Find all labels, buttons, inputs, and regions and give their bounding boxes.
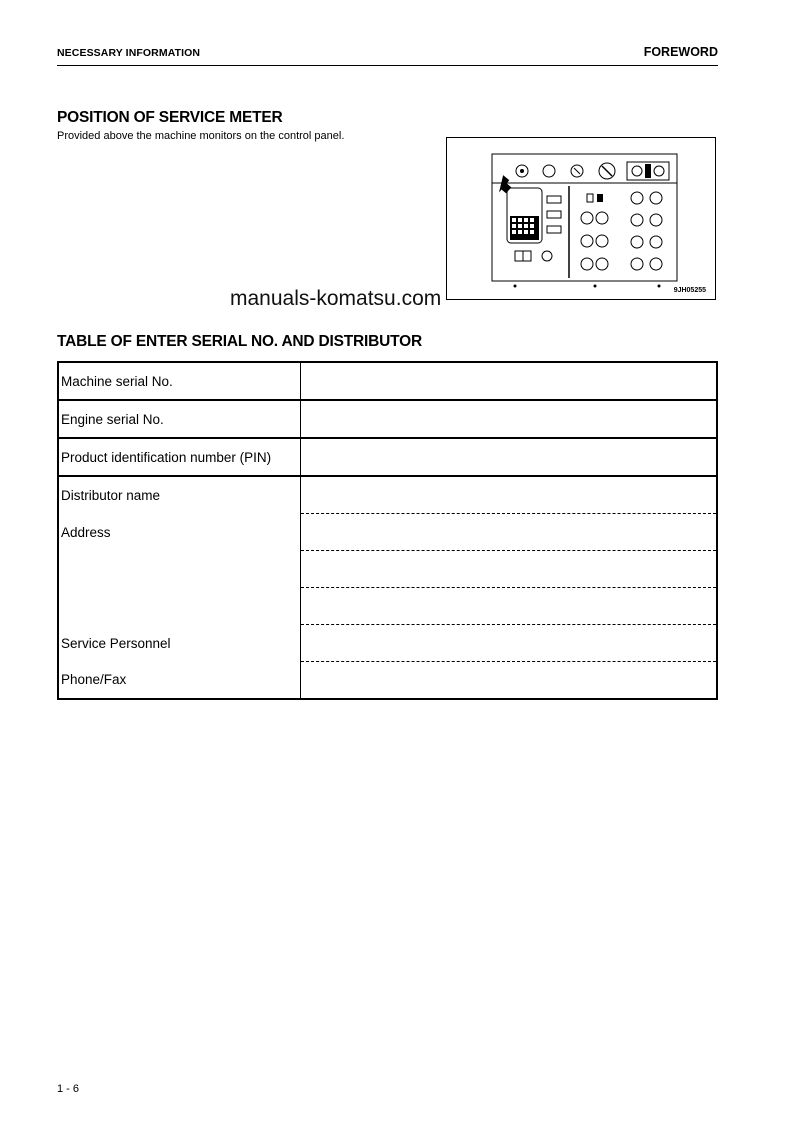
table-row	[58, 362, 717, 400]
service-meter-description: Provided above the machine monitors on the control panel.	[57, 130, 345, 142]
header-chapter-name: FOREWORD	[643, 45, 718, 59]
entry-field-address-line-3[interactable]	[301, 588, 718, 625]
control-panel-illustration	[447, 138, 717, 301]
serial-table-title: TABLE OF ENTER SERIAL NO. AND DISTRIBUTOR	[57, 333, 422, 350]
service-meter-title: POSITION OF SERVICE METER	[57, 109, 283, 126]
table-row	[58, 476, 717, 514]
table-row	[58, 514, 717, 551]
table-row	[58, 438, 717, 476]
row-label-pin: Product identification number (PIN)	[58, 438, 301, 476]
row-label-blank	[58, 588, 301, 625]
row-label-engine-serial: Engine serial No.	[58, 400, 301, 438]
serial-distributor-table	[57, 361, 718, 700]
entry-field-address-line-2[interactable]	[301, 551, 718, 588]
row-label-address: Address	[58, 514, 301, 551]
entry-field-service-personnel[interactable]	[301, 625, 718, 662]
entry-field-machine-serial[interactable]	[301, 362, 718, 400]
figure-reference-code: 9JH05255	[673, 287, 706, 294]
watermark-text: manuals-komatsu.com	[230, 287, 442, 310]
table-row	[58, 551, 717, 588]
table-row	[58, 625, 717, 662]
page-number: 1 - 6	[57, 1083, 80, 1095]
entry-field-engine-serial[interactable]	[301, 400, 718, 438]
table-row	[58, 662, 717, 700]
header-rule	[57, 65, 718, 66]
row-label-distributor-name: Distributor name	[58, 476, 301, 514]
header-section-name: NECESSARY INFORMATION	[57, 47, 201, 59]
row-label-blank	[58, 551, 301, 588]
row-label-machine-serial: Machine serial No.	[58, 362, 301, 400]
control-panel-figure	[446, 137, 716, 300]
table-row	[58, 588, 717, 625]
entry-field-address-line-1[interactable]	[301, 514, 718, 551]
entry-field-phone-fax[interactable]	[301, 662, 718, 700]
entry-field-distributor-name[interactable]	[301, 476, 718, 514]
row-label-phone-fax: Phone/Fax	[58, 662, 301, 700]
table-row	[58, 400, 717, 438]
entry-field-pin[interactable]	[301, 438, 718, 476]
row-label-service-personnel: Service Personnel	[58, 625, 301, 662]
